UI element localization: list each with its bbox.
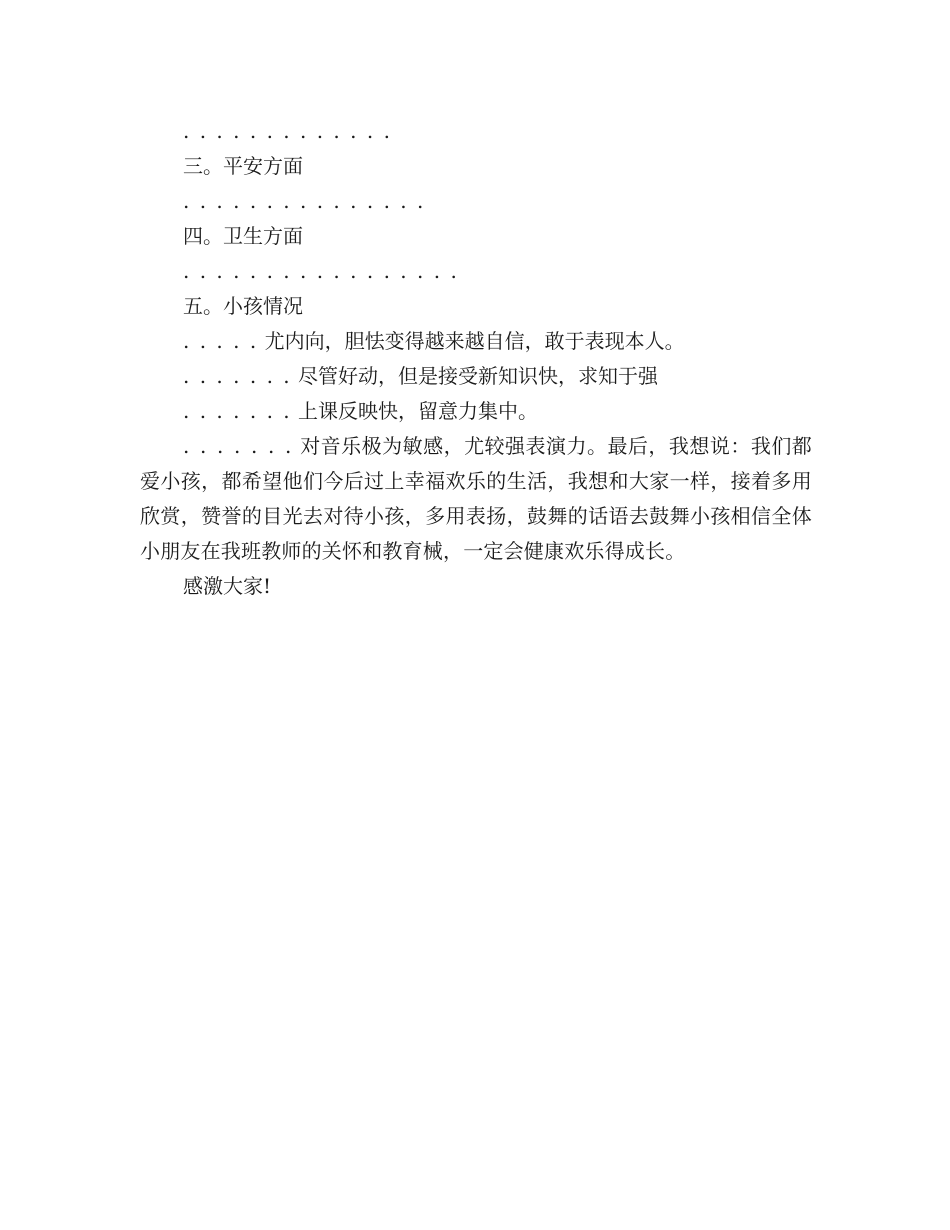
closing-paragraph [140, 429, 812, 569]
child-item [140, 359, 812, 394]
item-ellipsis: . . . . . [183, 329, 259, 353]
child-item [140, 324, 812, 359]
closing-thanks: 感激大家! [183, 574, 272, 598]
ellipsis-line: . . . . . . . . . . . . . . . [183, 189, 426, 213]
document-body [140, 114, 812, 604]
child-item [140, 394, 812, 429]
item-ellipsis: . . . . . . . [183, 364, 292, 388]
section-heading-hygiene: 四。卫生方面 [183, 224, 303, 248]
paragraph-text: 对音乐极为敏感，尤较强表演力。最后，我想说：我们都爱小孩，都希望他们今后过上幸福欢乐的生活，我想和大家一样，接着多用欣赏，赞誉的目光去对待小孩，多用表扬，鼓舞的话语去鼓舞小孩相信全体小朋友在我班教师的关怀和教育械，一定会健康欢乐得成长。 [140, 434, 813, 563]
item-text: 尤内向，胆怯变得越来越自信，敢于表现本人。 [264, 329, 685, 353]
ellipsis-line: . . . . . . . . . . . . . [183, 119, 392, 143]
item-ellipsis: . . . . . . . [183, 434, 294, 458]
item-text: 尽管好动，但是接受新知识快，求知于强 [298, 364, 659, 388]
section-heading-children: 五。小孩情况 [183, 294, 303, 318]
item-ellipsis: . . . . . . . [183, 399, 292, 423]
ellipsis-line: . . . . . . . . . . . . . . . . . [183, 259, 459, 283]
section-heading-safety: 三。平安方面 [183, 154, 303, 178]
item-text: 上课反映快，留意力集中。 [298, 399, 539, 423]
